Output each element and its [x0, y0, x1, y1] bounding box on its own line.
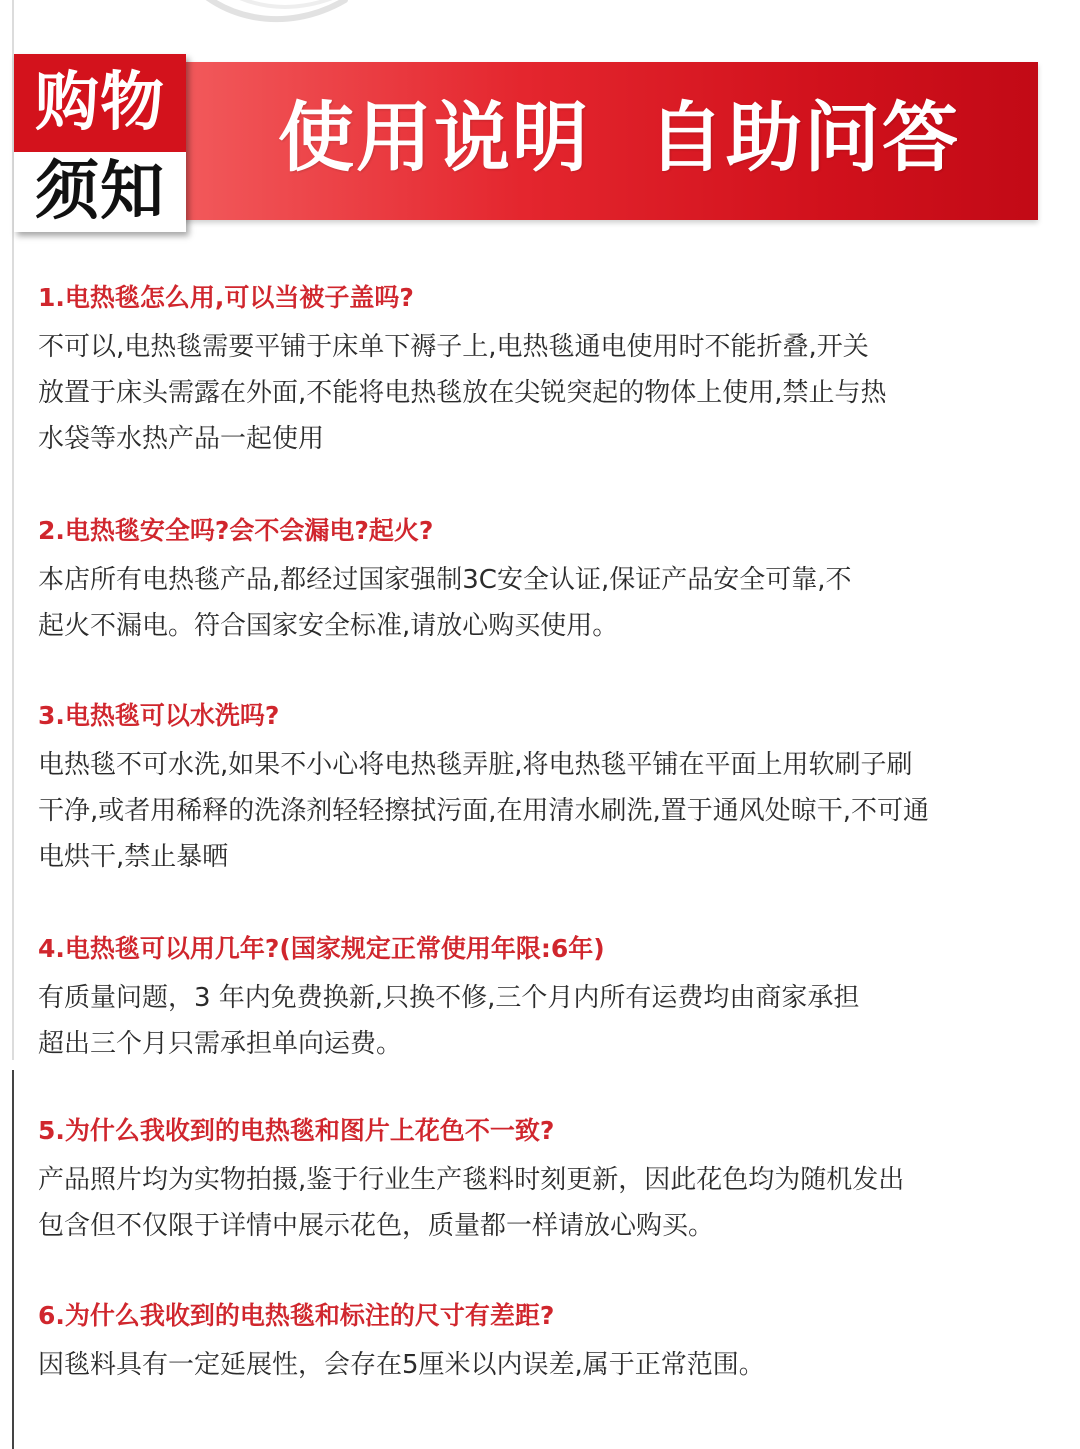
faq-question: 1.电热毯怎么用,可以当被子盖吗? [38, 283, 414, 312]
faq-question: 3.电热毯可以水洗吗? [38, 701, 280, 730]
cable-decoration-icon [175, 0, 375, 60]
faq-answer-line: 产品照片均为实物拍摄,鉴于行业生产毯料时刻更新，因此花色均为随机发出 [38, 1165, 905, 1195]
faq-question: 6.为什么我收到的电热毯和标注的尺寸有差距? [38, 1301, 555, 1330]
faq-item-4 [38, 933, 1038, 1067]
faq-answer-line: 本店所有电热毯产品,都经过国家强制3C安全认证,保证产品安全可靠,不 [38, 565, 852, 595]
faq-item-5 [38, 1115, 1038, 1249]
header-banner [178, 62, 1038, 220]
badge-bottom-text: 须知 [14, 152, 186, 232]
faq-question: 2.电热毯安全吗?会不会漏电?起火? [38, 516, 434, 545]
faq-question: 4.电热毯可以用几年?(国家规定正常使用年限:6年) [38, 934, 605, 963]
badge-top-text: 购物 [14, 54, 186, 152]
faq-item-6 [38, 1300, 1038, 1388]
faq-answer-line: 电烘干,禁止暴晒 [38, 842, 229, 872]
shopping-notice-badge [14, 54, 186, 232]
faq-answer-line: 有质量问题，3 年内免费换新,只换不修,三个月内所有运费均由商家承担 [38, 983, 860, 1013]
faq-answer-line: 超出三个月只需承担单向运费。 [38, 1029, 403, 1059]
left-border-line-lower [12, 1070, 14, 1449]
faq-answer-line: 放置于床头需露在外面,不能将电热毯放在尖锐突起的物体上使用,禁止与热 [38, 378, 887, 408]
faq-answer-line: 电热毯不可水洗,如果不小心将电热毯弄脏,将电热毯平铺在平面上用软刷子刷 [38, 750, 913, 780]
faq-answer-line: 水袋等水热产品一起使用 [38, 424, 325, 454]
header-title-usage: 使用说明 [278, 93, 590, 182]
header-title-selfhelp: 自助问答 [648, 93, 960, 182]
faq-answer-line: 干净,或者用稀释的洗涤剂轻轻擦拭污面,在用清水刷洗,置于通风处晾干,不可通 [38, 796, 930, 826]
faq-item-3 [38, 700, 1038, 880]
faq-answer-line: 包含但不仅限于详情中展示花色，质量都一样请放心购买。 [38, 1211, 715, 1241]
header-title [278, 88, 960, 188]
faq-item-1 [38, 282, 1038, 462]
faq-answer-line: 起火不漏电。符合国家安全标准,请放心购买使用。 [38, 611, 619, 641]
faq-question: 5.为什么我收到的电热毯和图片上花色不一致? [38, 1116, 555, 1145]
faq-answer-line: 因毯料具有一定延展性，会存在5厘米以内误差,属于正常范围。 [38, 1350, 765, 1380]
faq-item-2 [38, 515, 1038, 649]
faq-answer-line: 不可以,电热毯需要平铺于床单下褥子上,电热毯通电使用时不能折叠,开关 [38, 332, 869, 362]
